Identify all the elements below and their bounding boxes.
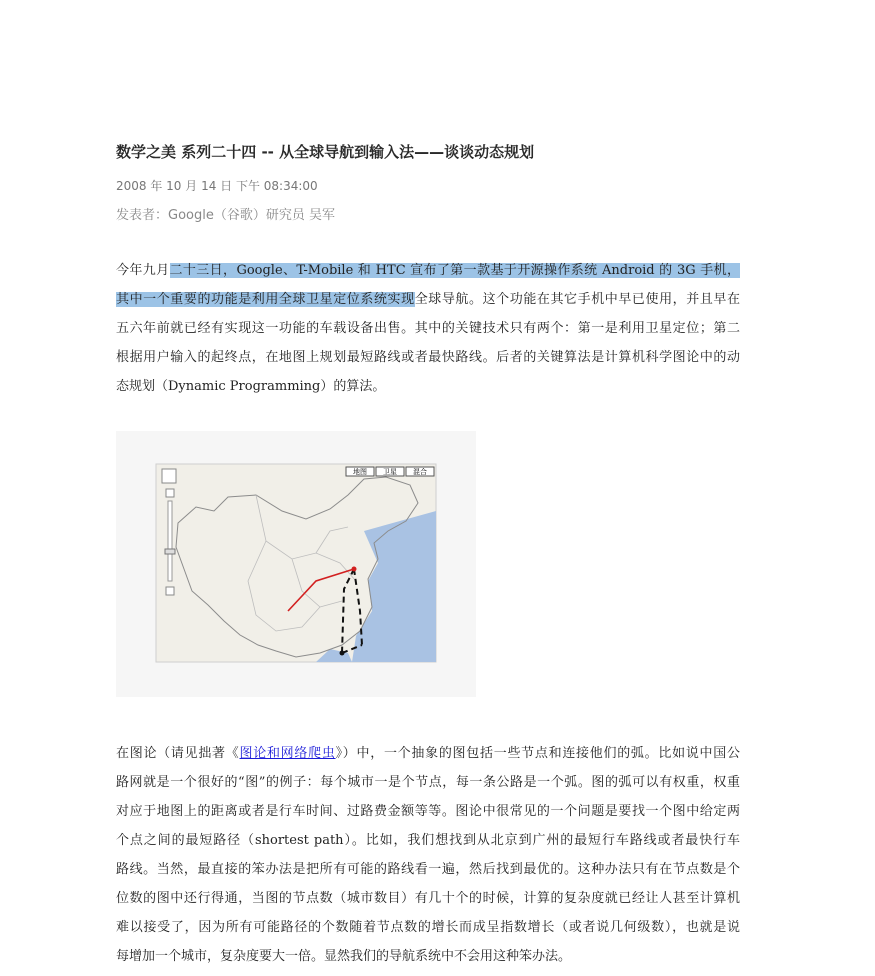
text-line: 个点之间的最短路径（shortest path）。比如，我们想找到从北京到广州的最短行车路线或者最快行车 bbox=[116, 833, 740, 848]
zoom-slider[interactable] bbox=[168, 501, 172, 581]
text-line: 五六年前就已经有实现这一功能的车载设备出售。其中的关键技术只有两个：第一是利用卫星定位；第二 bbox=[116, 321, 740, 336]
text-line: 难以接受了，因为所有可能路径的个数随着节点数的增长而成呈指数增长（或者说几何级数），也就是说 bbox=[116, 920, 740, 935]
text-span: 在图论（请见拙著《 bbox=[116, 746, 240, 761]
text-span: 今年九月 bbox=[116, 263, 170, 278]
zoom-slider-handle[interactable] bbox=[165, 549, 175, 554]
text-line: 路网就是一个很好的“图”的例子：每个城市一是个节点，每一条公路是一个弧。图的弧可以有权重，权重 bbox=[116, 775, 740, 790]
zoom-out-icon[interactable] bbox=[166, 587, 174, 595]
text-line: 态规划（Dynamic Programming）的算法。 bbox=[116, 379, 386, 394]
city-node bbox=[352, 567, 357, 572]
text-line: 根据用户输入的起终点，在地图上规划最短路线或者最快路线。后者的关键算法是计算机科学图论中的动 bbox=[116, 350, 740, 365]
hybrid-type-button-label: 混合 bbox=[413, 468, 427, 476]
satellite-type-button-label: 卫星 bbox=[383, 468, 397, 476]
graph-theory-paragraph bbox=[116, 739, 740, 971]
text-line: 每增加一个城市，复杂度要大一倍。显然我们的导航系统中不会用这种笨办法。 bbox=[116, 949, 572, 964]
text-line: 位数的图中还行得通，当图的节点数（城市数目）有几十个的时候，计算的复杂度就已经让人甚至计算机 bbox=[116, 891, 740, 906]
text-line bbox=[116, 285, 740, 314]
map-type-button-label: 地图 bbox=[353, 468, 367, 476]
text-span: 》）中，一个抽象的图包括一些节点和连接他们的弧。比如说中国公 bbox=[335, 746, 740, 761]
text-line bbox=[116, 739, 740, 768]
intro-paragraph bbox=[116, 256, 740, 401]
text-line bbox=[116, 256, 740, 285]
article-title: 数学之美 系列二十四 -- 从全球导航到输入法——谈谈动态规划 bbox=[116, 143, 535, 161]
article-author: 发表者：Google（谷歌）研究员 吴军 bbox=[116, 208, 335, 223]
map-pan-icon[interactable] bbox=[162, 469, 176, 483]
book-link[interactable]: 图论和网络爬虫 bbox=[239, 746, 336, 761]
china-map bbox=[116, 431, 476, 697]
selected-text[interactable]: 其中一个重要的功能是利用全球卫星定位系统实现 bbox=[116, 292, 415, 307]
route-map-image bbox=[116, 431, 476, 697]
text-span: 全球导航。这个功能在其它手机中早已使用，并且早在 bbox=[414, 292, 740, 307]
zoom-in-icon[interactable] bbox=[166, 489, 174, 497]
article-date: 2008 年 10 月 14 日 下午 08:34:00 bbox=[116, 179, 318, 193]
city-node bbox=[340, 651, 345, 656]
text-line: 路线。当然，最直接的笨办法是把所有可能的路线看一遍，然后找到最优的。这种办法只有在节点数是个 bbox=[116, 862, 740, 877]
selected-text[interactable]: 二十三日，Google、T-Mobile 和 HTC 宣布了第一款基于开源操作系统 Android 的 3G 手机， bbox=[169, 263, 740, 278]
text-line: 对应于地图上的距离或者是行车时间、过路费金额等等。图论中很常见的一个问题是要找一个图中给定两 bbox=[116, 804, 740, 819]
